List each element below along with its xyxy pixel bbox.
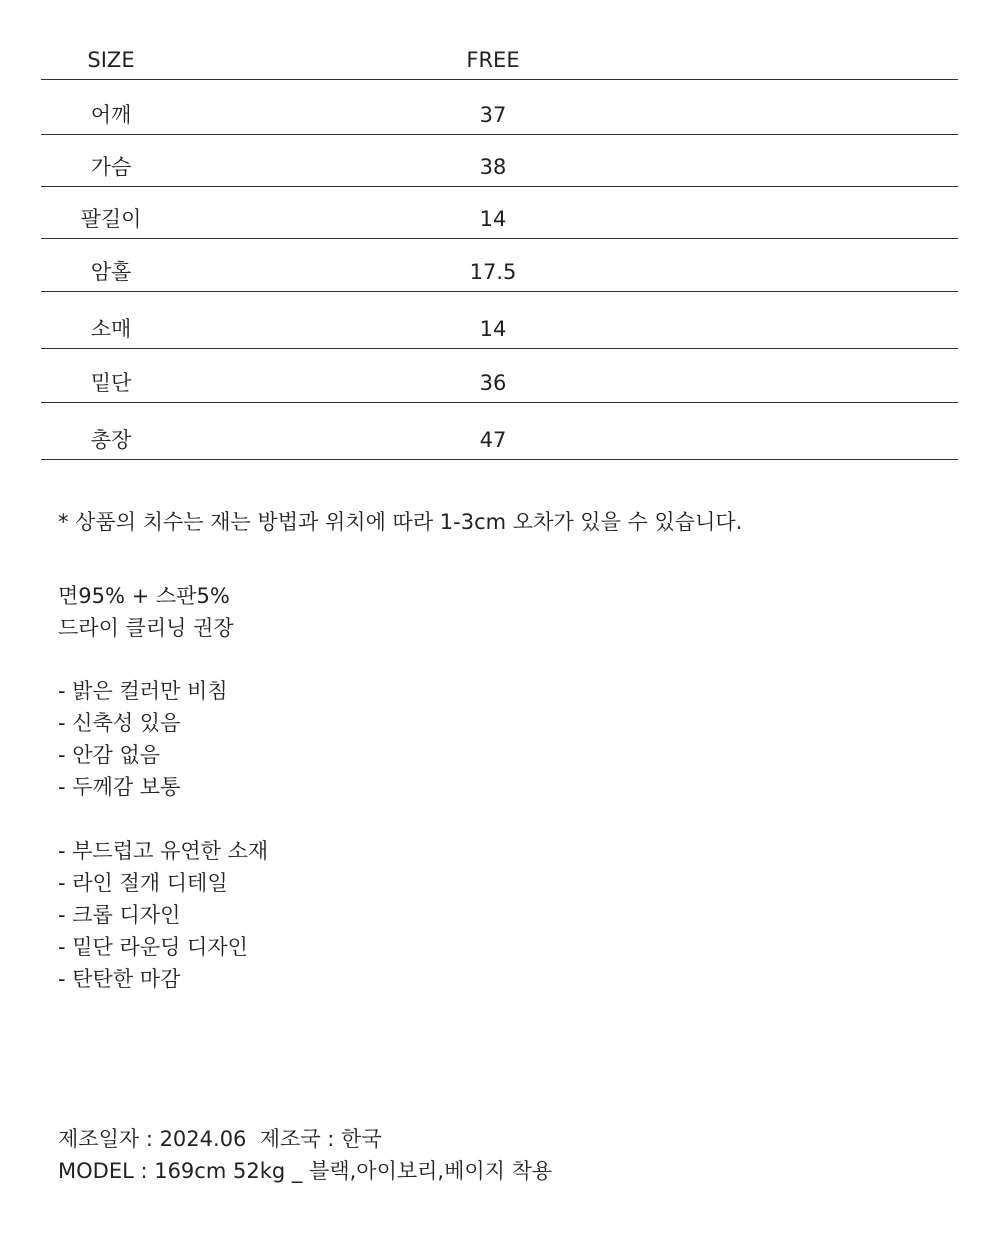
size-header-row xyxy=(41,40,958,80)
size-row-value: 17.5 xyxy=(469,260,517,284)
model-info xyxy=(58,1155,958,1187)
size-row-value: 14 xyxy=(479,207,507,231)
size-row-hem xyxy=(41,349,958,403)
manufacture-text: 제조일자 : 2024.06 제조국 : 한국 xyxy=(58,1127,382,1151)
size-row-value: 36 xyxy=(479,371,507,395)
size-row-sleeve xyxy=(41,292,958,349)
size-row-label: 암홀 xyxy=(90,260,132,284)
care-instruction: 드라이 클리닝 권장 xyxy=(58,616,234,640)
size-row-value: 47 xyxy=(479,428,507,452)
size-row-label: 총장 xyxy=(90,428,132,452)
feature-item: - 라인 절개 디테일 xyxy=(58,871,228,895)
feature-item: - 부드럽고 유연한 소재 xyxy=(58,839,269,863)
size-row-arm-length xyxy=(41,187,958,239)
material-info xyxy=(58,580,958,644)
size-row-label: 가슴 xyxy=(90,155,132,179)
size-row-label: 어깨 xyxy=(90,103,132,127)
size-row-value: 38 xyxy=(479,155,507,179)
feature-item: - 탄탄한 마감 xyxy=(58,967,181,991)
fabric-properties xyxy=(58,675,958,803)
size-header-label: SIZE xyxy=(87,48,135,72)
property-item: - 신축성 있음 xyxy=(58,711,181,735)
property-item: - 두께감 보통 xyxy=(58,775,181,799)
measurement-note xyxy=(58,506,958,538)
size-row-label: 소매 xyxy=(90,317,132,341)
fabric-composition: 면95% + 스판5% xyxy=(58,584,230,608)
size-row-value: 14 xyxy=(479,317,507,341)
size-row-total-length xyxy=(41,403,958,460)
property-item: - 안감 없음 xyxy=(58,743,161,767)
size-row-value: 37 xyxy=(479,103,507,127)
model-text: MODEL : 169cm 52kg _ 블랙,아이보리,베이지 착용 xyxy=(58,1159,553,1183)
size-row-label: 밑단 xyxy=(90,371,132,395)
property-item: - 밝은 컬러만 비침 xyxy=(58,679,228,703)
measurement-note-text: * 상품의 치수는 재는 방법과 위치에 따라 1-3cm 오차가 있을 수 있습니다. xyxy=(58,510,743,534)
size-row-armhole xyxy=(41,239,958,292)
size-row-shoulder xyxy=(41,80,958,135)
feature-item: - 밑단 라운딩 디자인 xyxy=(58,935,248,959)
product-features xyxy=(58,835,958,995)
size-header-value: FREE xyxy=(466,48,520,72)
feature-item: - 크롭 디자인 xyxy=(58,903,181,927)
size-row-chest xyxy=(41,135,958,187)
size-table xyxy=(41,40,958,460)
size-row-label: 팔길이 xyxy=(80,207,142,231)
